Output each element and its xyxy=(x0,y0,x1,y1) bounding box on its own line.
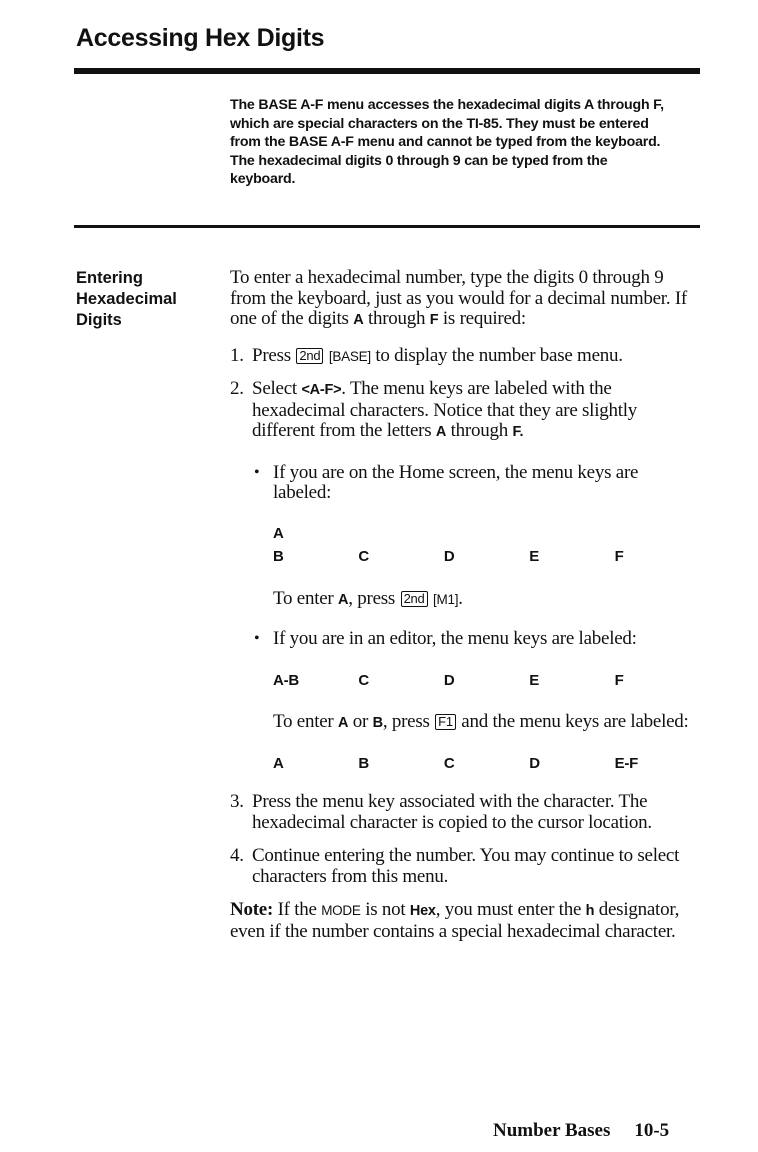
f1-key-icon: F1 xyxy=(435,714,456,730)
section-divider xyxy=(74,225,700,228)
menu-key-label: C xyxy=(358,671,369,689)
footer-section-title: Number Bases xyxy=(493,1120,611,1141)
note-paragraph: Note: If the MODE is not Hex, you must enter the h designator, even if the number contains a special hexadecimal character. xyxy=(230,899,680,942)
menu-option: <A-F> xyxy=(301,382,342,398)
menu-key-label: F xyxy=(614,548,624,565)
menu-keys-row xyxy=(273,547,700,568)
section-body xyxy=(230,268,700,942)
menu-key-label: A xyxy=(273,754,284,772)
mode-label: MODE xyxy=(321,903,361,918)
section-heading xyxy=(76,268,216,331)
menu-key-label: D xyxy=(443,671,455,689)
section-heading-line: Entering xyxy=(76,269,143,287)
menu-keys-row xyxy=(273,524,700,545)
page-title: Accessing Hex Digits xyxy=(76,24,325,52)
letter-f: F xyxy=(429,312,439,328)
bullet-icon: • xyxy=(254,463,260,481)
menu-key-label: A xyxy=(273,524,284,542)
menu-key-label: D xyxy=(529,754,540,772)
m1-key: [M1] xyxy=(433,591,459,607)
intro-paragraph: The BASE A-F menu accesses the hexadecimal digits A through F, which are special characters on the TI-85. They must be entered from the BASE A-F menu and cannot be typed from the keyboard. The hexadecimal digits 0 through 9 can be typed from the keyboard. xyxy=(230,97,664,188)
bullet-note: To enter A, press 2nd [M1]. xyxy=(273,587,463,609)
base-menu-key: [BASE] xyxy=(328,348,371,364)
menu-key-label: F xyxy=(614,671,624,689)
menu-key-label: E-F xyxy=(614,754,639,772)
section-heading-line: Digits xyxy=(76,311,122,329)
menu-key-label: D xyxy=(443,548,455,565)
letter-a: A xyxy=(353,312,364,328)
step-number: 4. xyxy=(230,845,244,866)
page-footer xyxy=(493,1120,669,1142)
bullet-note: To enter A or B, press F1 and the menu keys are labeled: xyxy=(273,711,689,732)
section-heading-line: Hexadecimal xyxy=(76,290,177,308)
heavy-divider xyxy=(74,68,700,74)
lead-paragraph: To enter a hexadecimal number, type the digits 0 through 9 from the keyboard, just as you would for a decimal number. If one of the digits A through F is required: xyxy=(230,267,687,329)
menu-key-label: E xyxy=(529,671,539,689)
bullet-home-screen: • If you are on the Home screen, the menu keys are labeled: A B C D E F To enter A, press 2nd [M1]. xyxy=(252,463,700,611)
menu-key-label: E xyxy=(529,548,539,565)
step-number: 1. xyxy=(230,344,244,366)
bullet-editor: • If you are in an editor, the menu keys are labeled: A-B C D E F To enter A or B, press F1 and the menu keys are labeled: A B C D E-F xyxy=(252,629,700,774)
menu-key-label: B xyxy=(273,548,284,565)
page-number: 10-5 xyxy=(634,1120,670,1141)
menu-keys-row xyxy=(273,671,700,692)
step-4: 4. Continue entering the number. You may continue to select characters from this menu. xyxy=(230,845,680,887)
menu-key-label: C xyxy=(443,754,455,772)
2nd-key-icon: 2nd xyxy=(401,591,428,607)
step-2: 2. Select <A-F>. The menu keys are labeled with the hexadecimal characters. Notice that they are slightly different from the letters A through F. xyxy=(230,378,638,441)
step-3: 3. Press the menu key associated with the character. The hexadecimal character is copied to the cursor location. xyxy=(230,791,652,833)
step-number: 3. xyxy=(230,791,244,812)
note-label: Note: xyxy=(230,899,274,920)
menu-keys-row xyxy=(273,754,700,775)
hex-label: Hex xyxy=(409,903,436,919)
menu-key-label: C xyxy=(358,548,369,565)
menu-key-label: A-B xyxy=(273,671,299,689)
step-1: 1. Press 2nd [BASE] to display the number base menu. xyxy=(230,344,623,366)
2nd-key-icon: 2nd xyxy=(296,348,323,364)
h-designator: h xyxy=(585,903,595,919)
step-number: 2. xyxy=(230,378,244,399)
bullet-icon: • xyxy=(254,630,260,647)
menu-key-label: B xyxy=(358,754,369,772)
